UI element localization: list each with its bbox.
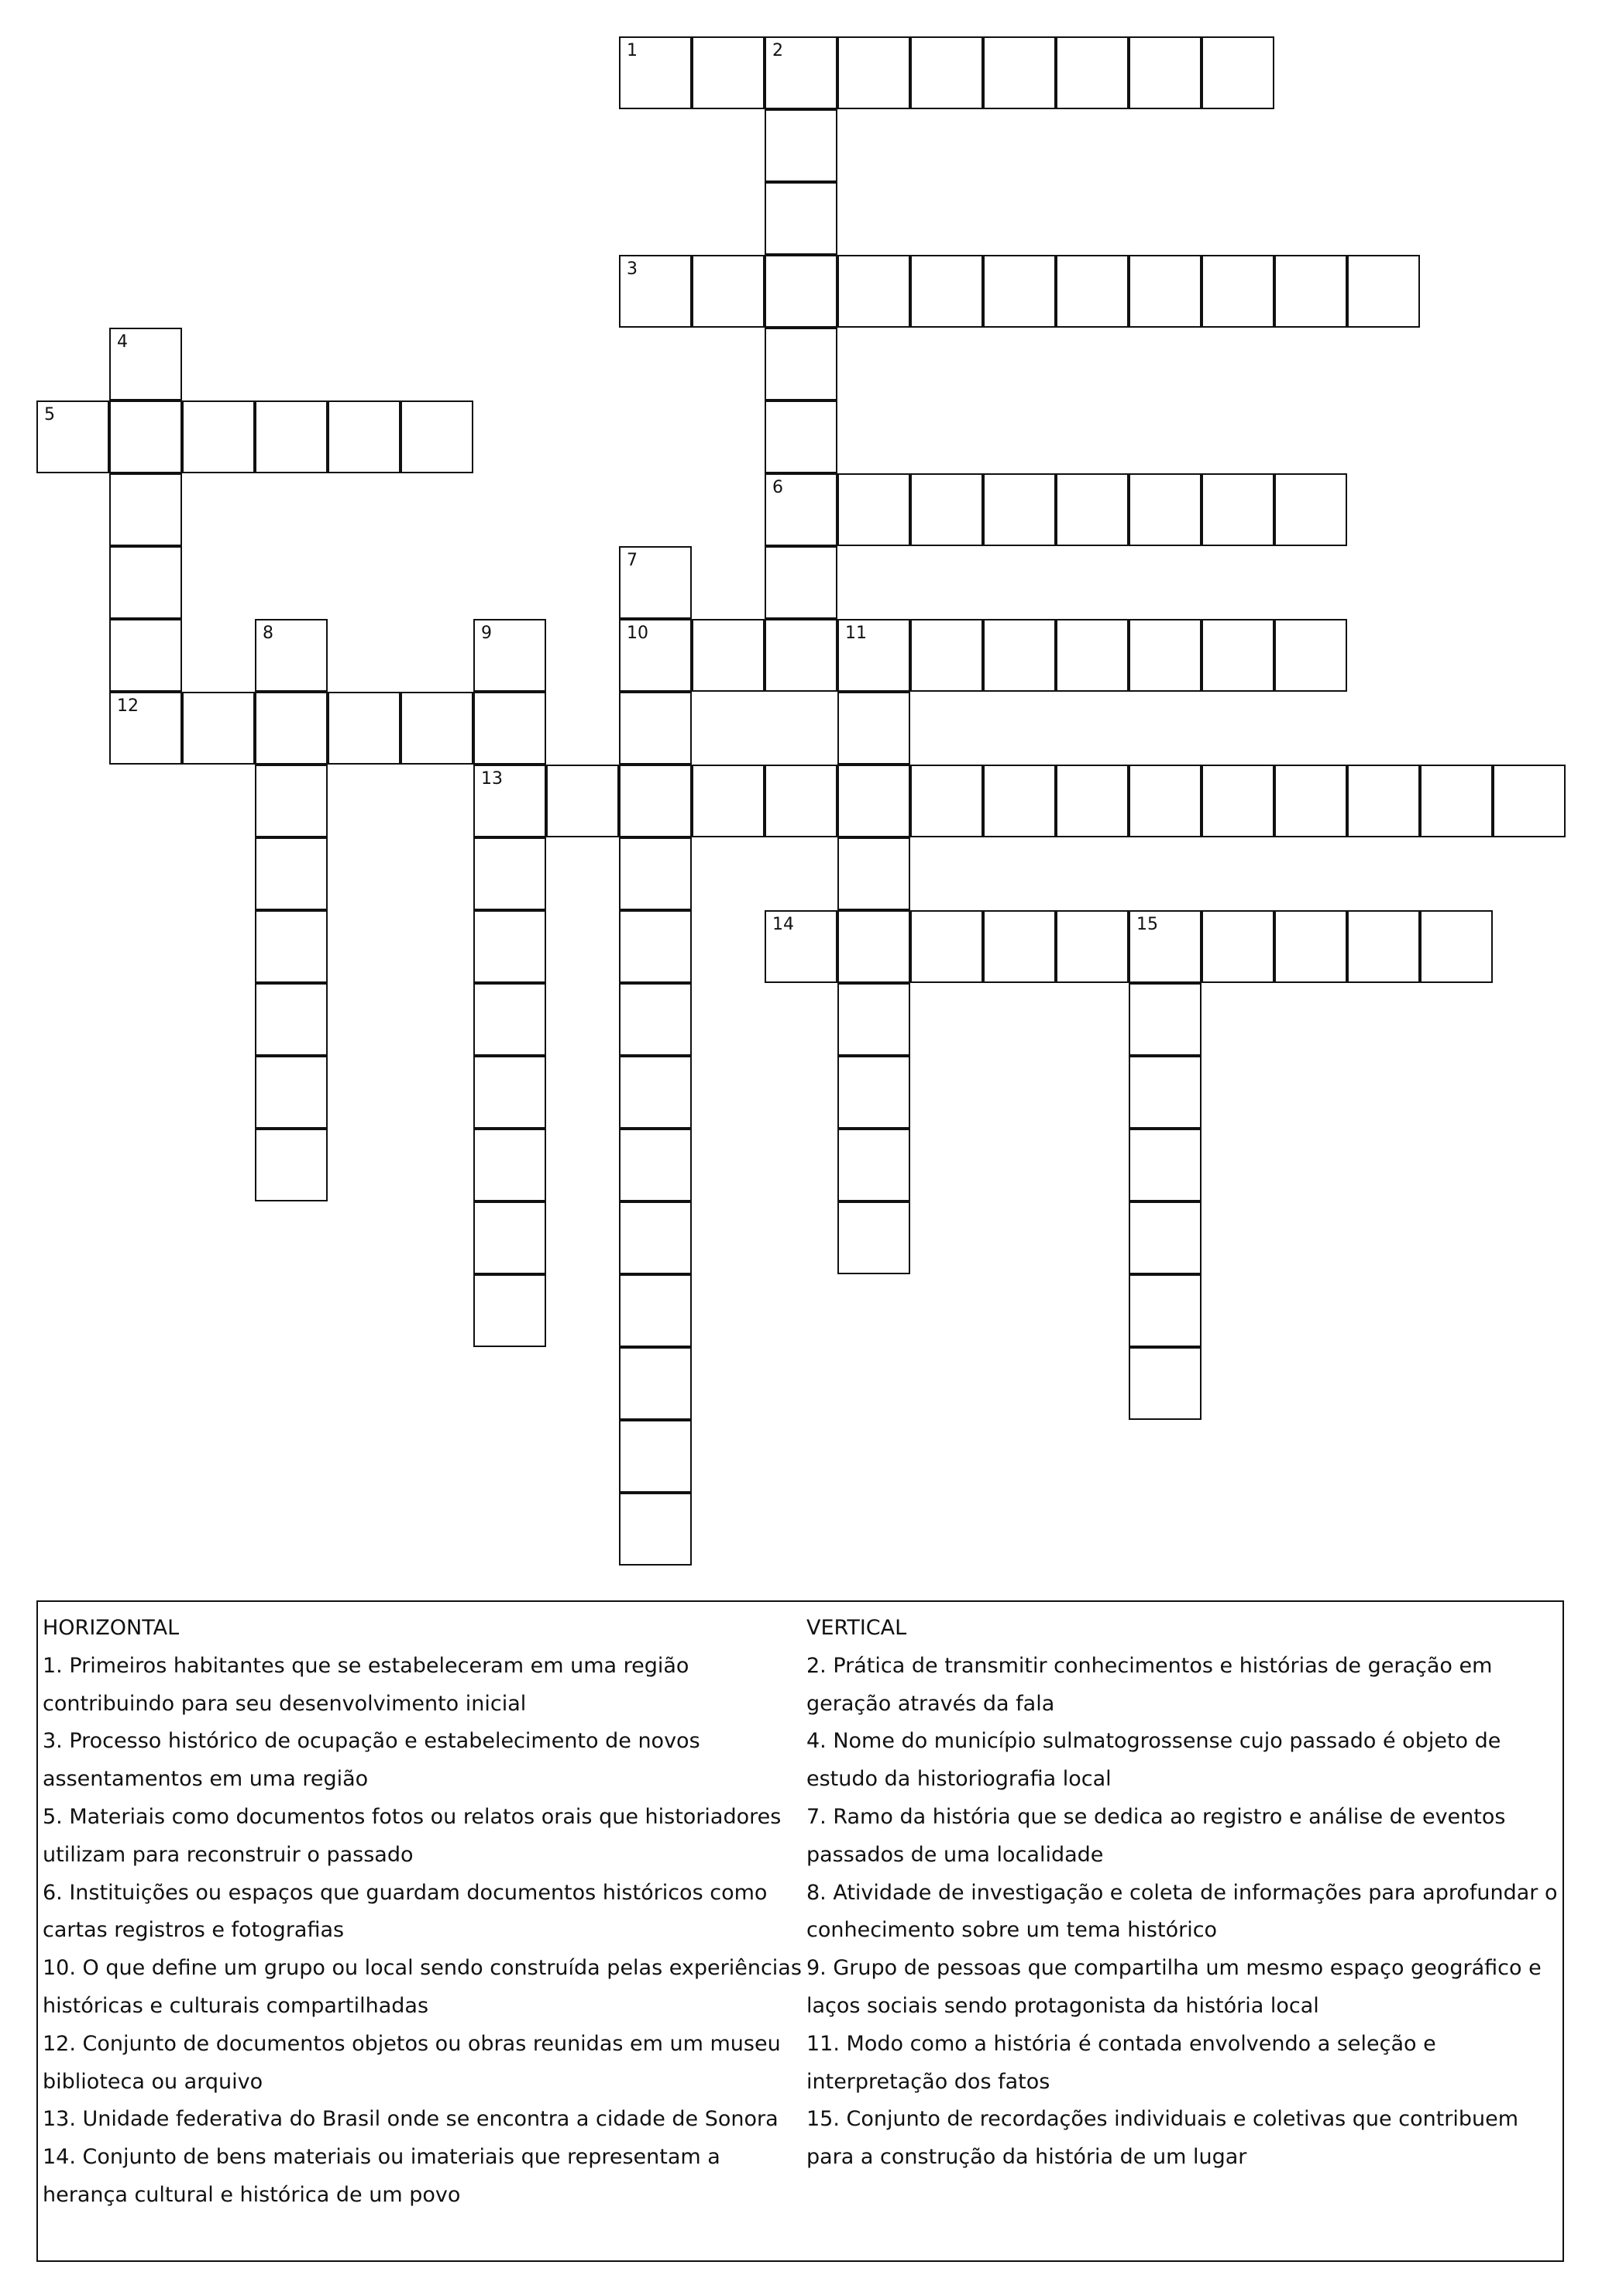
grid-cell[interactable] [1129, 983, 1202, 1056]
grid-cell[interactable] [473, 1129, 546, 1201]
grid-cell[interactable] [1202, 910, 1274, 983]
grid-cell[interactable] [619, 983, 692, 1056]
grid-cell[interactable] [473, 910, 546, 983]
grid-cell[interactable] [473, 1056, 546, 1129]
grid-cell[interactable] [837, 255, 910, 328]
grid-cell[interactable] [1056, 473, 1129, 546]
grid-cell[interactable] [619, 255, 692, 328]
clue-v-15: 15. Conjunto de recordações individuais e coletivas que contribuem para a construção da história de um lugar [806, 2107, 1519, 2170]
grid-cell[interactable] [983, 255, 1056, 328]
grid-cell[interactable] [1347, 910, 1420, 983]
clue-number: 11 [845, 624, 867, 643]
grid-cell[interactable] [1056, 36, 1129, 109]
clue-number: 3 [627, 260, 638, 279]
grid-cell[interactable] [837, 765, 910, 837]
clue-number: 6 [772, 478, 783, 497]
grid-cell[interactable] [983, 473, 1056, 546]
grid-cell[interactable] [837, 692, 910, 765]
grid-cell[interactable] [1202, 36, 1274, 109]
grid-cell[interactable] [619, 1274, 692, 1347]
grid-cell[interactable] [1347, 765, 1420, 837]
grid-cell[interactable] [765, 182, 837, 255]
grid-cell[interactable] [400, 400, 473, 473]
grid-cell[interactable] [1129, 1056, 1202, 1129]
grid-cell[interactable] [1420, 910, 1493, 983]
grid-cell[interactable] [109, 692, 182, 765]
grid-cell[interactable] [619, 910, 692, 983]
grid-cell[interactable] [473, 1274, 546, 1347]
grid-cell[interactable] [1056, 765, 1129, 837]
grid-cell[interactable] [255, 910, 328, 983]
clue-h-1: 1. Primeiros habitantes que se estabeleceram em uma região contribuindo para seu desenvolvimento inicial [43, 1653, 689, 1716]
grid-cell[interactable] [983, 910, 1056, 983]
grid-cell[interactable] [1129, 765, 1202, 837]
clues-panel [36, 1600, 1564, 2262]
grid-cell[interactable] [473, 983, 546, 1056]
grid-cell[interactable] [1202, 473, 1274, 546]
grid-cell[interactable] [692, 255, 765, 328]
grid-cell[interactable] [765, 36, 837, 109]
grid-cell[interactable] [1202, 619, 1274, 692]
clue-v-9: 9. Grupo de pessoas que compartilha um mesmo espaço geográfico e laços sociais sendo protagonista da história local [806, 1956, 1542, 2018]
grid-cell[interactable] [619, 546, 692, 619]
grid-cell[interactable] [765, 400, 837, 473]
clue-v-8: 8. Atividade de investigação e coleta de informações para aprofundar o conhecimento sobre um tema histórico [806, 1880, 1558, 1943]
grid-cell[interactable] [692, 619, 765, 692]
grid-cell[interactable] [1129, 36, 1202, 109]
grid-cell[interactable] [255, 1129, 328, 1201]
grid-cell[interactable] [765, 910, 837, 983]
grid-cell[interactable] [837, 1201, 910, 1274]
grid-cell[interactable] [109, 546, 182, 619]
grid-cell[interactable] [1129, 255, 1202, 328]
grid-cell[interactable] [328, 400, 400, 473]
grid-cell[interactable] [619, 1347, 692, 1420]
grid-cell[interactable] [619, 1420, 692, 1493]
clue-number: 2 [772, 41, 783, 60]
clue-v-7: 7. Ramo da história que se dedica ao registro e análise de eventos passados de uma localidade [806, 1804, 1506, 1867]
grid-cell[interactable] [837, 1129, 910, 1201]
clue-number: 1 [627, 41, 638, 60]
grid-cell[interactable] [983, 36, 1056, 109]
grid-cell[interactable] [1129, 1129, 1202, 1201]
grid-cell[interactable] [619, 1201, 692, 1274]
grid-cell[interactable] [1056, 255, 1129, 328]
grid-cell[interactable] [1274, 765, 1347, 837]
grid-cell[interactable] [36, 400, 109, 473]
grid-cell[interactable] [692, 36, 765, 109]
grid-cell[interactable] [1129, 1347, 1202, 1420]
grid-cell[interactable] [255, 837, 328, 910]
clue-number: 4 [117, 332, 128, 352]
grid-cell[interactable] [692, 765, 765, 837]
grid-cell[interactable] [1129, 1274, 1202, 1347]
grid-cell[interactable] [473, 1201, 546, 1274]
grid-cell[interactable] [1274, 910, 1347, 983]
grid-cell[interactable] [619, 1056, 692, 1129]
grid-cell[interactable] [1274, 473, 1347, 546]
grid-cell[interactable] [328, 692, 400, 765]
grid-cell[interactable] [910, 765, 983, 837]
grid-cell[interactable] [182, 400, 255, 473]
grid-cell[interactable] [910, 910, 983, 983]
grid-cell[interactable] [109, 619, 182, 692]
grid-cell[interactable] [473, 619, 546, 692]
clue-number: 10 [627, 624, 648, 643]
grid-cell[interactable] [182, 692, 255, 765]
grid-cell[interactable] [255, 692, 328, 765]
clue-number: 8 [263, 624, 273, 643]
grid-cell[interactable] [837, 619, 910, 692]
clue-number: 5 [44, 405, 55, 424]
grid-cell[interactable] [619, 1129, 692, 1201]
vertical-heading: VERTICAL [806, 1616, 907, 1640]
grid-cell[interactable] [1274, 255, 1347, 328]
grid-cell[interactable] [619, 765, 692, 837]
grid-cell[interactable] [910, 255, 983, 328]
grid-cell[interactable] [255, 1056, 328, 1129]
clue-number: 9 [481, 624, 492, 643]
clue-v-11: 11. Modo como a história é contada envolvendo a seleção e interpretação dos fatos [806, 2031, 1436, 2094]
grid-cell[interactable] [1493, 765, 1566, 837]
horizontal-heading: HORIZONTAL [43, 1616, 180, 1640]
grid-cell[interactable] [546, 765, 619, 837]
grid-cell[interactable] [765, 546, 837, 619]
grid-cell[interactable] [837, 1056, 910, 1129]
grid-cell[interactable] [837, 473, 910, 546]
grid-cell[interactable] [619, 36, 692, 109]
grid-cell[interactable] [983, 619, 1056, 692]
clue-h-6: 6. Instituições ou espaços que guardam documentos históricos como cartas registros e fotografias [43, 1880, 768, 1943]
grid-cell[interactable] [765, 255, 837, 328]
grid-cell[interactable] [837, 910, 910, 983]
grid-cell[interactable] [255, 765, 328, 837]
grid-cell[interactable] [473, 837, 546, 910]
grid-cell[interactable] [255, 983, 328, 1056]
clue-number: 13 [481, 769, 503, 789]
clue-v-4: 4. Nome do município sulmatogrossense cujo passado é objeto de estudo da historiografia local [806, 1729, 1501, 1792]
grid-cell[interactable] [983, 765, 1056, 837]
clue-h-5: 5. Materiais como documentos fotos ou relatos orais que historiadores utilizam para reconstruir o passado [43, 1804, 782, 1867]
grid-cell[interactable] [1056, 619, 1129, 692]
grid-cell[interactable] [837, 983, 910, 1056]
grid-cell[interactable] [109, 328, 182, 400]
grid-cell[interactable] [400, 692, 473, 765]
grid-cell[interactable] [109, 400, 182, 473]
grid-cell[interactable] [765, 109, 837, 182]
grid-cell[interactable] [837, 837, 910, 910]
grid-cell[interactable] [1420, 765, 1493, 837]
vertical-clues [806, 1610, 1559, 2177]
grid-cell[interactable] [765, 765, 837, 837]
grid-cell[interactable] [765, 328, 837, 400]
clue-number: 7 [627, 551, 638, 570]
clue-h-10: 10. O que define um grupo ou local sendo construída pelas experiências históricas e culturais compartilhadas [43, 1956, 802, 2018]
clue-number: 14 [772, 915, 794, 934]
grid-cell[interactable] [619, 619, 692, 692]
grid-cell[interactable] [255, 619, 328, 692]
grid-cell[interactable] [1129, 910, 1202, 983]
grid-cell[interactable] [1129, 473, 1202, 546]
grid-cell[interactable] [619, 1493, 692, 1566]
clue-number: 12 [117, 696, 139, 716]
clue-h-14: 14. Conjunto de bens materiais ou imateriais que representam a herança cultural e histórica de um povo [43, 2145, 720, 2207]
grid-cell[interactable] [1274, 619, 1347, 692]
grid-cell[interactable] [910, 36, 983, 109]
clue-h-13: 13. Unidade federativa do Brasil onde se encontra a cidade de Sonora [43, 2107, 779, 2132]
grid-cell[interactable] [1347, 255, 1420, 328]
grid-cell[interactable] [619, 837, 692, 910]
grid-cell[interactable] [473, 765, 546, 837]
clue-number: 15 [1136, 915, 1158, 934]
grid-cell[interactable] [910, 619, 983, 692]
grid-cell[interactable] [910, 473, 983, 546]
clue-h-12: 12. Conjunto de documentos objetos ou obras reunidas em um museu biblioteca ou arquivo [43, 2031, 781, 2094]
grid-cell[interactable] [109, 473, 182, 546]
grid-cell[interactable] [1202, 255, 1274, 328]
grid-cell[interactable] [619, 692, 692, 765]
grid-cell[interactable] [765, 619, 837, 692]
grid-cell[interactable] [1129, 1201, 1202, 1274]
grid-cell[interactable] [1056, 910, 1129, 983]
clue-h-3: 3. Processo histórico de ocupação e estabelecimento de novos assentamentos em uma região [43, 1729, 700, 1792]
grid-cell[interactable] [1202, 765, 1274, 837]
grid-cell[interactable] [473, 692, 546, 765]
horizontal-clues [43, 1610, 802, 2215]
grid-cell[interactable] [837, 36, 910, 109]
grid-cell[interactable] [255, 400, 328, 473]
clue-v-2: 2. Prática de transmitir conhecimentos e histórias de geração em geração através da fala [806, 1653, 1493, 1716]
grid-cell[interactable] [765, 473, 837, 546]
grid-cell[interactable] [1129, 619, 1202, 692]
